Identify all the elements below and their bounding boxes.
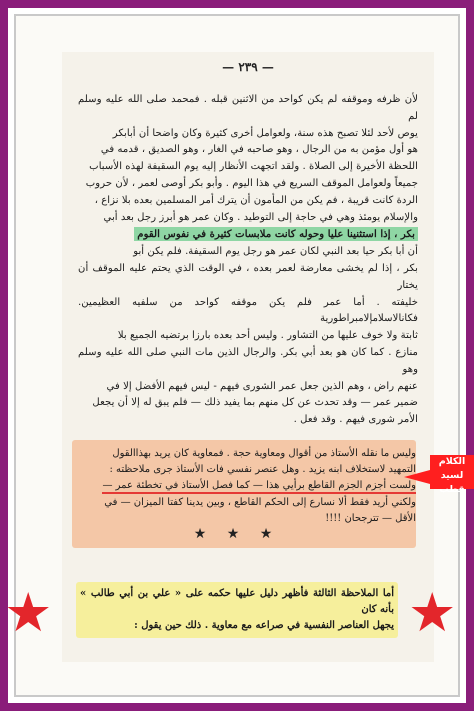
text-line: عنهم راض ، وهم الذين جعل عمر الشورى فيهم - ليس فيهم الأفضل إلا في bbox=[106, 380, 418, 392]
text-line: ثابتة ولا خوف عليها من التشاور . وليس أحد بعده بارزا برتضيه الجميع بلا bbox=[117, 330, 418, 342]
text-line: الأمر شورى فيهم . وقد فعل . bbox=[293, 414, 418, 426]
main-text bbox=[78, 92, 418, 429]
text-line: جميعاً ولعوامل الموقف السريع في هذا اليوم . وأبو بكر أوصى لعمر ، لأن حروب bbox=[85, 177, 418, 189]
quote-line: الأقل — تترجحان !!!! bbox=[325, 512, 416, 524]
text-line: أن أبا بكر حيا بعد النبي لكان عمر هو رجل يوم السقيفة. فلم يكن أبو bbox=[133, 246, 418, 258]
page-number: — ٢٣٩ — bbox=[222, 60, 274, 74]
text-line: بكر ، إذا لم يخشى معارضة لعمر بعده ، في الوقت الذي يحتم عليه الموقف أن يختار bbox=[78, 262, 418, 291]
green-highlight: بكر ، إذا استثنينا عليا وحوله كانت ملابسات كثيرة في نفوس القوم bbox=[134, 227, 418, 241]
red-star-icon: ★ bbox=[4, 581, 53, 644]
bottom-line: يجهل العناصر النفسية في صراعه مع معاوية . ذلك حين يقول : bbox=[134, 620, 394, 632]
callout-line: لسيد قطب bbox=[439, 470, 465, 495]
text-line: ضمير عمر — وقد تحدث عن كل منهم بما يفيد ذلك — فلم يبق له إلا أن يجعل bbox=[92, 397, 418, 409]
text-line: منازع . كما كان هو بعد أبي بكر. والرجال الذين مات النبي صلى الله عليه وسلم وهو bbox=[78, 346, 418, 375]
text-line: خليفته . أما عمر فلم يكن موقفه كواحد من سلفيه العظيمين. فكانالاسلامإلامبراطورية bbox=[78, 296, 418, 325]
text-line: الردة كانت قريبة ، فم يكن من المأمون أن يترك أمر المسلمين بعده بلا نزاع ، bbox=[94, 194, 418, 206]
section-separator: ★ ★ ★ bbox=[193, 526, 281, 542]
bottom-text bbox=[80, 586, 394, 635]
speaker-callout bbox=[430, 455, 474, 495]
quote-line: ولكني أريد فقط ألا نسارع إلى الحكم القاطع ، وبين يدينا كفتا الميزان — في bbox=[104, 496, 416, 508]
text-line: هو أول مؤمن به من الرجال ، وهو صاحبه في الغار ، وهو الصديق ، قدمه في bbox=[100, 144, 418, 156]
quote-line: التمهيد لاستخلاف ابنه يزيد . وهل عنصر نفسي فات الأستاذ جرى ملاحظته : bbox=[109, 464, 416, 476]
red-underline: ولست أجزم الجزم القاطع برأيي هذا — كما فصل الأستاذ في تخطئة عمر — bbox=[102, 480, 416, 494]
quote-text bbox=[76, 446, 416, 527]
quote-line: وليس ما نقله الأستاذ من أقوال ومعاوية حجة . فمعاوية كان يريد بهذاالقول bbox=[112, 448, 416, 459]
bottom-line: أما الملاحظة الثالثة فأظهر دليل عليها حكمه على « علي بن أبي طالب » بأنه كان bbox=[80, 588, 394, 616]
text-line: يوص لأحد لئلا تصبح هذه سنة، ولعوامل أخرى كثيرة وكان واضحا أن أبابكر bbox=[112, 127, 418, 139]
text-line: اللحظة الأخيرة إلى الصلاة . ولقد اتجهت الأنظار إليه يوم السقيفة لهذه الأسباب bbox=[89, 161, 418, 173]
text-line: لأن ظرفه وموقفه لم يكن كواحد من الاثنين قبله . فمحمد صلى الله عليه وسلم لم bbox=[78, 94, 418, 122]
highlighted-line bbox=[78, 226, 418, 244]
callout-line: الكلام bbox=[438, 456, 466, 467]
red-star-icon: ★ bbox=[408, 581, 457, 644]
text-line: والإسلام يومئذ وهي في حاجة إلى التوطيد . وكان عمر هو أبرز رجل بعد أبي bbox=[103, 211, 418, 223]
quote-line-underlined bbox=[76, 478, 416, 494]
callout-arrow-icon bbox=[404, 470, 430, 484]
